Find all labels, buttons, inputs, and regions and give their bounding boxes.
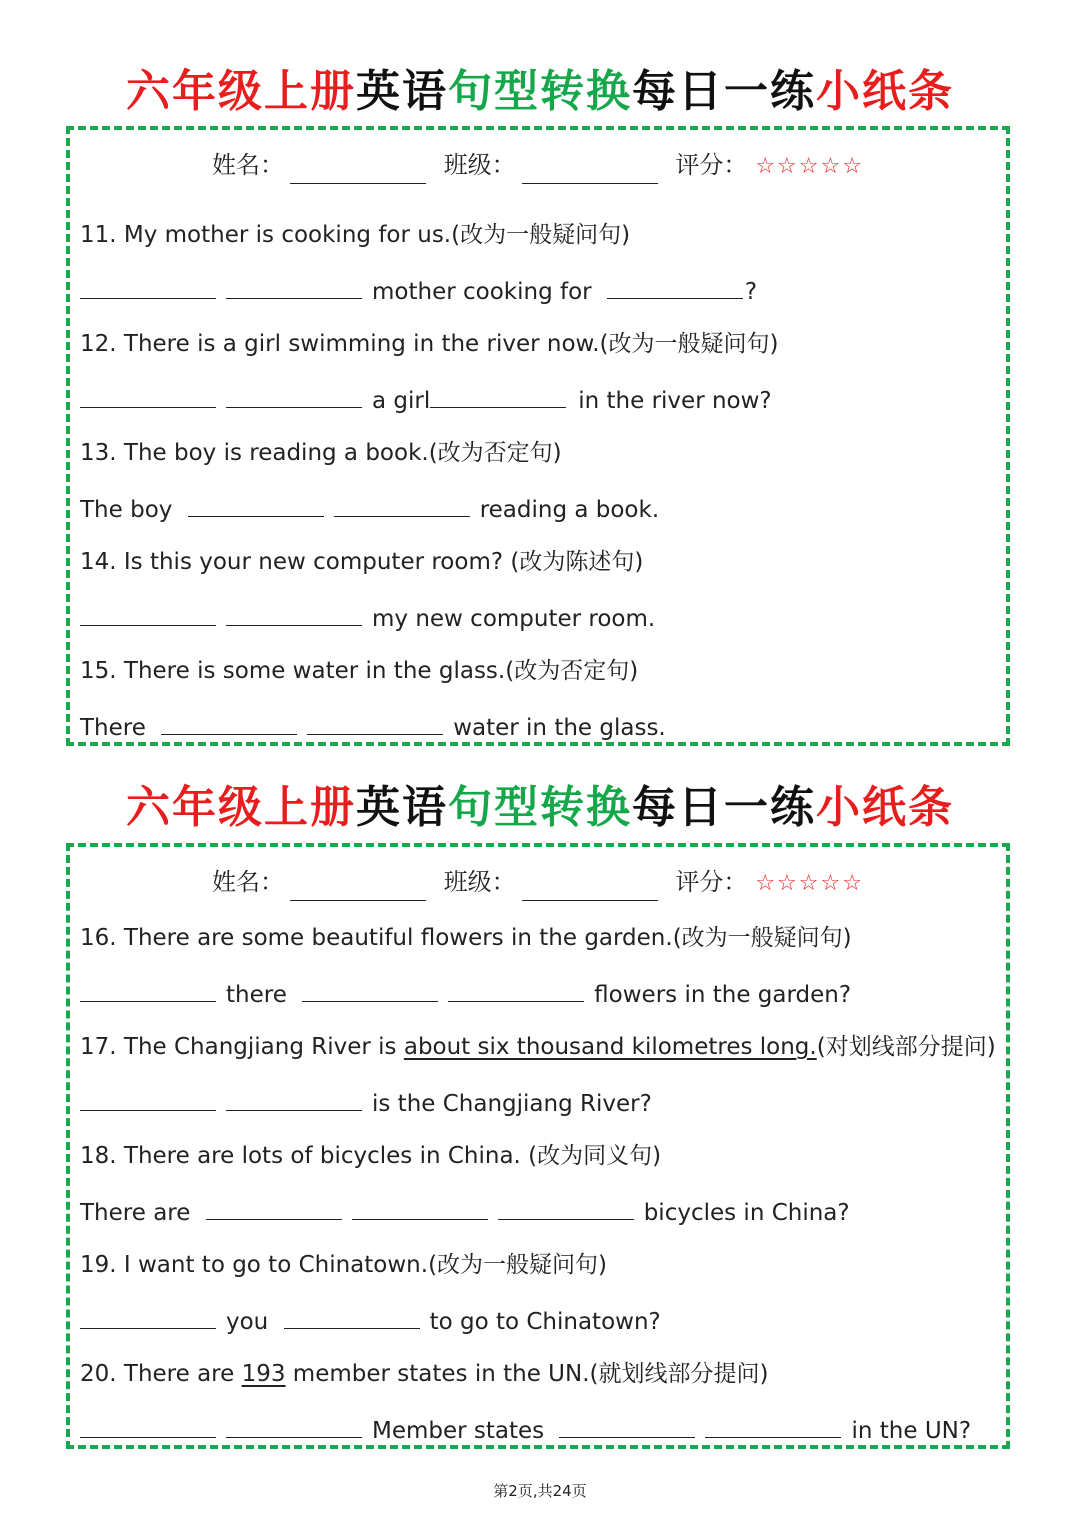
title-part: 英语	[356, 66, 448, 117]
answer-line	[80, 1195, 850, 1229]
answer-blank[interactable]	[607, 274, 743, 299]
answer-blank[interactable]	[430, 383, 566, 408]
name-blank[interactable]	[290, 874, 426, 901]
answer-blank[interactable]	[80, 1086, 216, 1111]
answer-line	[80, 492, 659, 526]
answer-blank[interactable]	[352, 1195, 488, 1220]
question-prompt	[80, 1358, 768, 1390]
answer-text: There	[80, 715, 146, 741]
class-label: 班级：	[443, 151, 516, 179]
title-part: 每日一练	[632, 782, 816, 833]
answer-text: bicycles in China?	[643, 1200, 850, 1226]
answer-line	[80, 1304, 661, 1338]
answer-text: is the Changjiang River?	[372, 1091, 652, 1117]
answer-blank[interactable]	[705, 1413, 841, 1438]
answer-text: flowers in the garden?	[594, 982, 852, 1008]
answer-line	[80, 383, 772, 417]
answer-blank[interactable]	[80, 274, 216, 299]
prompt-text: member states in the UN.(就划线部分提问)	[285, 1361, 769, 1387]
answer-blank[interactable]	[206, 1195, 342, 1220]
answer-blank[interactable]	[80, 1304, 216, 1329]
title-part: 句型转换	[448, 66, 632, 117]
title-part: 句型转换	[448, 782, 632, 833]
sheet2-title	[0, 780, 1080, 836]
prompt-text: 20. There are	[80, 1361, 242, 1387]
info-row	[70, 865, 1006, 901]
answer-blank[interactable]	[334, 492, 470, 517]
page-footer: 第2页,共24页	[493, 1482, 587, 1500]
class-blank[interactable]	[522, 874, 658, 901]
answer-blank[interactable]	[80, 383, 216, 408]
question-prompt: 18. There are lots of bicycles in China. (改为同义句)	[80, 1143, 662, 1169]
question-prompt: 12. There is a girl swimming in the river now.(改为一般疑问句)	[80, 331, 779, 357]
answer-blank[interactable]	[226, 1086, 362, 1111]
answer-text: reading a book.	[479, 497, 660, 523]
answer-text: my new computer room.	[372, 606, 656, 632]
answer-text: ?	[744, 279, 758, 305]
answer-blank[interactable]	[226, 601, 362, 626]
sheet2-card	[66, 843, 1010, 1449]
score-label: 评分：	[675, 868, 748, 896]
answer-text: a girl	[372, 388, 431, 414]
answer-text: there	[226, 982, 287, 1008]
title-part: 六年级上册	[126, 782, 356, 833]
answer-text: in the river now?	[578, 388, 772, 414]
answer-blank[interactable]	[226, 1413, 362, 1438]
answer-blank[interactable]	[80, 977, 216, 1002]
answer-line	[80, 977, 851, 1011]
underlined-text: about six thousand kilometres long.	[403, 1034, 817, 1060]
class-label: 班级：	[443, 868, 516, 896]
answer-blank[interactable]	[559, 1413, 695, 1438]
answer-text: There are	[80, 1200, 191, 1226]
answer-line	[80, 274, 757, 308]
title-part: 六年级上册	[126, 66, 356, 117]
score-label: 评分：	[675, 151, 748, 179]
answer-text: Member states	[372, 1418, 545, 1444]
answer-blank[interactable]	[448, 977, 584, 1002]
title-part: 小纸条	[816, 66, 954, 117]
star-rating[interactable]: ☆☆☆☆☆	[755, 154, 864, 179]
underlined-text: 193	[241, 1361, 286, 1387]
question-prompt: 14. Is this your new computer room? (改为陈述句)	[80, 549, 644, 575]
answer-text: in the UN?	[851, 1418, 972, 1444]
answer-blank[interactable]	[226, 274, 362, 299]
answer-line	[80, 1413, 971, 1447]
answer-text: The boy	[80, 497, 173, 523]
answer-blank[interactable]	[307, 710, 443, 735]
answer-blank[interactable]	[161, 710, 297, 735]
question-prompt: 15. There is some water in the glass.(改为否定句)	[80, 658, 639, 684]
question-prompt: 11. My mother is cooking for us.(改为一般疑问句)	[80, 222, 631, 248]
name-label: 姓名：	[212, 868, 285, 896]
answer-blank[interactable]	[302, 977, 438, 1002]
name-label: 姓名：	[212, 151, 285, 179]
question-prompt: 16. There are some beautiful flowers in the garden.(改为一般疑问句)	[80, 925, 852, 951]
answer-line	[80, 1086, 652, 1120]
sheet1-title	[0, 64, 1080, 120]
question-prompt: 13. The boy is reading a book.(改为否定句)	[80, 440, 562, 466]
answer-blank[interactable]	[80, 601, 216, 626]
answer-line	[80, 601, 655, 635]
answer-text: you	[226, 1309, 269, 1335]
class-blank[interactable]	[522, 157, 658, 184]
answer-text: water in the glass.	[453, 715, 666, 741]
question-prompt	[80, 1031, 996, 1063]
answer-blank[interactable]	[188, 492, 324, 517]
title-part: 每日一练	[632, 66, 816, 117]
name-blank[interactable]	[290, 157, 426, 184]
title-part: 小纸条	[816, 782, 954, 833]
answer-text: mother cooking for	[372, 279, 592, 305]
answer-blank[interactable]	[284, 1304, 420, 1329]
prompt-text: (对划线部分提问)	[816, 1034, 996, 1060]
prompt-text: 17. The Changjiang River is	[80, 1034, 404, 1060]
question-prompt: 19. I want to go to Chinatown.(改为一般疑问句)	[80, 1252, 608, 1278]
answer-blank[interactable]	[498, 1195, 634, 1220]
info-row	[70, 148, 1006, 184]
star-rating[interactable]: ☆☆☆☆☆	[755, 871, 864, 896]
sheet1-card	[66, 126, 1010, 746]
answer-blank[interactable]	[226, 383, 362, 408]
answer-blank[interactable]	[80, 1413, 216, 1438]
title-part: 英语	[356, 782, 448, 833]
answer-line	[80, 710, 666, 744]
answer-text: to go to Chinatown?	[429, 1309, 661, 1335]
